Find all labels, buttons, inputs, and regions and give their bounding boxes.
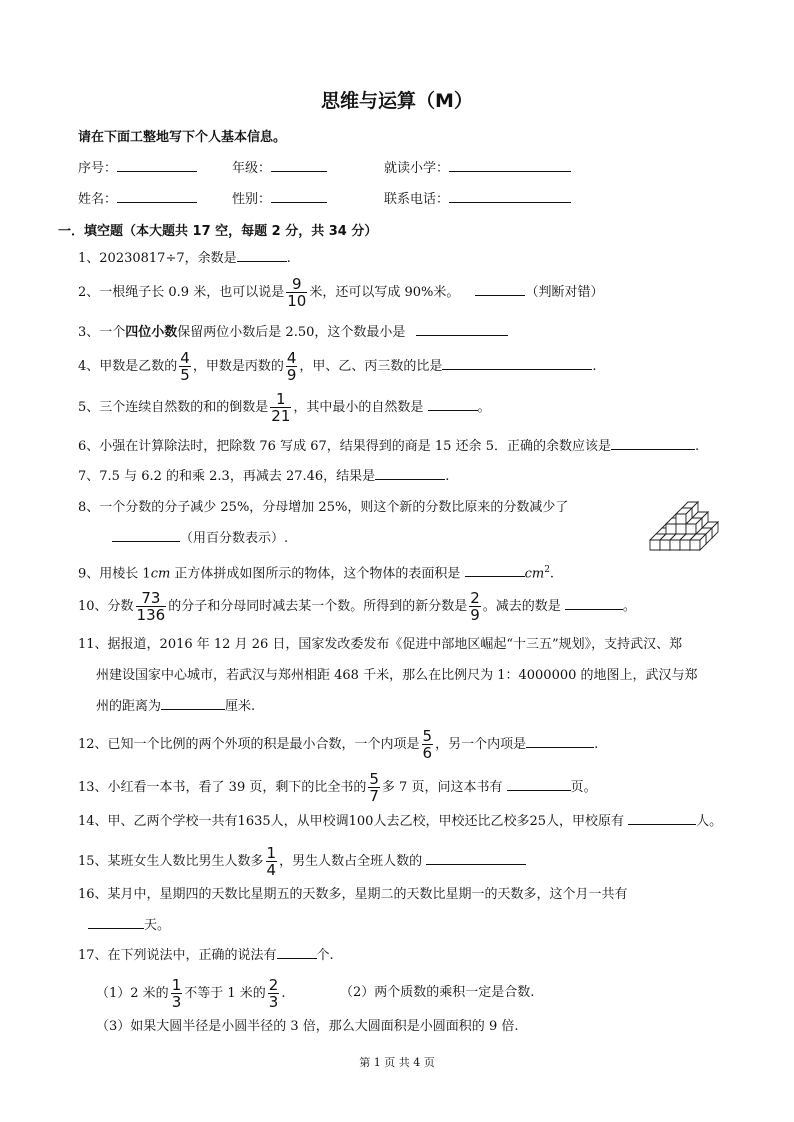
q10-blank[interactable]: [565, 597, 623, 610]
name-input[interactable]: [117, 188, 197, 203]
q4-fraction-2: $\frac{4}{9}$: [286, 349, 297, 384]
q5-text-b: ，其中最小的自然数是: [293, 400, 424, 415]
q13-text: 13、小红看一本书，看了 39 页，剩下的比全书的: [78, 780, 367, 795]
question-15: [78, 845, 526, 878]
seq-label: 序号：: [78, 161, 118, 176]
q9-blank[interactable]: [465, 564, 525, 577]
q5-fraction: $\frac{1}{21}$: [271, 390, 291, 425]
school-label: 就读小学：: [384, 161, 450, 176]
question-5: [78, 391, 491, 424]
q16-text: 16、某月中，星期四的天数比星期五的天数多，星期二的天数比星期一的天数多，这个月一共有: [78, 887, 628, 902]
q17-statement-3: [96, 1018, 518, 1036]
question-11-line2: [96, 667, 698, 685]
question-11-line3: [96, 697, 255, 716]
q12-text: 12、已知一个比例的两个外项的积是最小合数，一个内项是: [78, 737, 420, 752]
q12-blank[interactable]: [526, 735, 594, 748]
q15-blank[interactable]: [426, 852, 526, 865]
q8-hint: （用百分数表示）.: [180, 531, 289, 546]
q16-blank[interactable]: [88, 916, 144, 929]
q4-blank[interactable]: [442, 357, 592, 370]
q15-text: 15、某班女生人数比男生人数多: [78, 854, 264, 869]
phone-field: [384, 188, 571, 207]
q2-text: 2、一根绳子长 0.9 米，也可以说是: [78, 285, 285, 300]
question-6: [78, 437, 699, 456]
cube-stack-icon: [648, 494, 730, 566]
q1-blank[interactable]: [237, 249, 287, 262]
q9-unit: cm: [524, 566, 545, 582]
q15-fraction: $\frac{1}{4}$: [266, 844, 277, 879]
q5-blank[interactable]: [428, 398, 478, 411]
question-10: [78, 590, 636, 623]
q5-text: 5、三个连续自然数的和的倒数是: [78, 400, 269, 415]
school-field: [384, 157, 571, 176]
q14-blank[interactable]: [628, 812, 696, 825]
q17-text: 17、在下列说法中，正确的说法有: [78, 948, 277, 963]
q9-end: .: [549, 566, 555, 582]
q2-blank[interactable]: [475, 283, 525, 296]
section-heading: 一．填空题（本大题共 17 空，每题 2 分，共 34 分）: [58, 224, 378, 239]
gender-input[interactable]: [271, 188, 327, 203]
q7-blank[interactable]: [375, 467, 445, 480]
q10-end: 。: [622, 599, 636, 614]
page-title: 思维与运算（M）: [321, 90, 473, 112]
q3-bold: 四位小数: [125, 325, 178, 340]
question-8: [78, 499, 568, 517]
q11-text-b: 州建设国家中心城市，若武汉与郑州相距 468 千米，那么在比例尺为 1：4000000 的地图上，武汉与郑: [96, 668, 698, 683]
q10-text: 10、分数: [78, 599, 134, 614]
q1-text: 1、20230817÷7，余数是: [78, 251, 237, 266]
phone-input[interactable]: [449, 188, 571, 203]
question-3: [78, 323, 508, 342]
q9-text: 9、用棱长 1: [78, 566, 151, 582]
q10-text-c: 。减去的数是: [482, 599, 561, 614]
q17s1-fraction-1: $\frac{1}{3}$: [171, 976, 182, 1011]
question-17: [78, 946, 334, 965]
q14-end: 人。: [696, 814, 723, 829]
q2-text-b: 米，还可以写成 90%米。: [309, 285, 460, 300]
q11-end: 厘米.: [225, 699, 256, 714]
question-12: [78, 728, 598, 761]
q8-text: 8、一个分数的分子减少 25%，分母增加 25%，则这个新的分数比原来的分数减少了: [78, 500, 569, 515]
q17-statement-1: [96, 977, 285, 1010]
q16-end: 天。: [144, 918, 171, 933]
q17-end: 个.: [316, 948, 334, 963]
q13-fraction: $\frac{5}{7}$: [369, 770, 379, 805]
q10-text-b: 的分子和分母同时减去某一个数。所得到的新分数是: [168, 599, 468, 614]
seq-input[interactable]: [117, 157, 197, 172]
q4-fraction-1: $\frac{4}{5}$: [180, 349, 190, 384]
question-1: [78, 249, 291, 268]
q11-blank[interactable]: [161, 697, 225, 710]
q3-text: 3、一个: [78, 325, 126, 340]
question-14: [78, 812, 722, 831]
q14-text: 14、甲、乙两个学校一共有1635人，从甲校调100人去乙校，甲校还比乙校多25人，甲校原有: [78, 814, 624, 829]
q9-text-b: 正方体拼成如图所示的物体，这个物体的表面积是: [170, 566, 461, 582]
q7-end: .: [445, 469, 450, 484]
page-footer: 第 1 页 共 4 页: [359, 1056, 435, 1069]
q2-fraction: $\frac{9}{10}$: [287, 275, 307, 310]
q6-blank[interactable]: [611, 437, 695, 450]
q10-fraction-1: $\frac{73}{136}$: [136, 589, 166, 624]
name-label: 姓名：: [78, 192, 118, 207]
question-11: [78, 636, 682, 654]
q6-text: 6、小强在计算除法时，把除数 76 写成 67，结果得到的商是 15 还余 5．正确的余数应该是: [78, 439, 611, 454]
q9-unit-cm: cm: [150, 566, 171, 582]
question-2: [78, 276, 604, 309]
q13-blank[interactable]: [507, 778, 571, 791]
q12-text-b: ，另一个内项是: [435, 737, 527, 752]
q3-blank[interactable]: [416, 323, 508, 336]
q15-text-b: ，男生人数占全班人数的: [279, 854, 423, 869]
question-16: [78, 886, 628, 904]
grade-label: 年级：: [232, 161, 272, 176]
intro-text: 请在下面工整地写下个人基本信息。: [78, 130, 287, 145]
question-16-cont: [88, 916, 170, 935]
school-input[interactable]: [449, 157, 571, 172]
gender-field: [232, 188, 327, 207]
seq-field: [78, 157, 197, 176]
question-9: [78, 561, 554, 583]
q11-text-c: 州的距离为: [96, 699, 162, 714]
q13-end: 页。: [570, 780, 597, 795]
q17s1-fraction-2: $\frac{2}{3}$: [268, 976, 279, 1011]
q13-text-b: 多 7 页，问这本书有: [381, 780, 503, 795]
q17s3-text: （3）如果大圆半径是小圆半径的 3 倍，那么大圆面积是小圆面积的 9 倍.: [96, 1019, 519, 1034]
q4-text-b: ，甲数是丙数的: [192, 359, 284, 374]
q4-text: 4、甲数是乙数的: [78, 359, 178, 374]
question-8-cont: [112, 529, 288, 548]
grade-input[interactable]: [271, 157, 327, 172]
q17s2-text: （2）两个质数的乘积一定是合数.: [340, 985, 535, 1000]
gender-label: 性别：: [232, 192, 272, 207]
q12-end: .: [594, 737, 599, 752]
q17s1-text: （1）2 米的: [96, 986, 169, 1001]
q5-end: 。: [477, 400, 491, 415]
q17s1-text-b: 不等于 1 米的: [184, 986, 266, 1001]
q17s1-end: .: [281, 986, 286, 1001]
question-4: [78, 350, 597, 383]
name-field: [78, 188, 197, 207]
q17-statement-2: [340, 984, 534, 1002]
grade-field: [232, 157, 327, 176]
q10-fraction-2: $\frac{2}{9}$: [470, 589, 480, 624]
q11-text-a: 11、据报道，2016 年 12 月 26 日，国家发改委发布《促进中部地区崛起“十三五”规划》，支持武汉、郑: [78, 637, 683, 652]
q9-sup: 2: [544, 565, 550, 575]
q1-end: .: [286, 251, 291, 266]
q2-hint: （判断对错）: [525, 285, 604, 300]
q8-blank[interactable]: [112, 529, 180, 542]
q3-text-b: 保留两位小数后是 2.50，这个数最小是: [177, 325, 406, 340]
q4-end: .: [592, 359, 597, 374]
q6-end: .: [694, 439, 700, 454]
phone-label: 联系电话：: [384, 192, 450, 207]
question-13: [78, 771, 597, 804]
q12-fraction: $\frac{5}{6}$: [422, 727, 433, 762]
q7-text: 7、7.5 与 6.2 的和乘 2.3，再减去 27.46，结果是: [78, 469, 376, 484]
q4-text-c: ，甲、乙、丙三数的比是: [299, 359, 443, 374]
question-7: [78, 467, 449, 486]
q17-blank[interactable]: [277, 946, 317, 959]
